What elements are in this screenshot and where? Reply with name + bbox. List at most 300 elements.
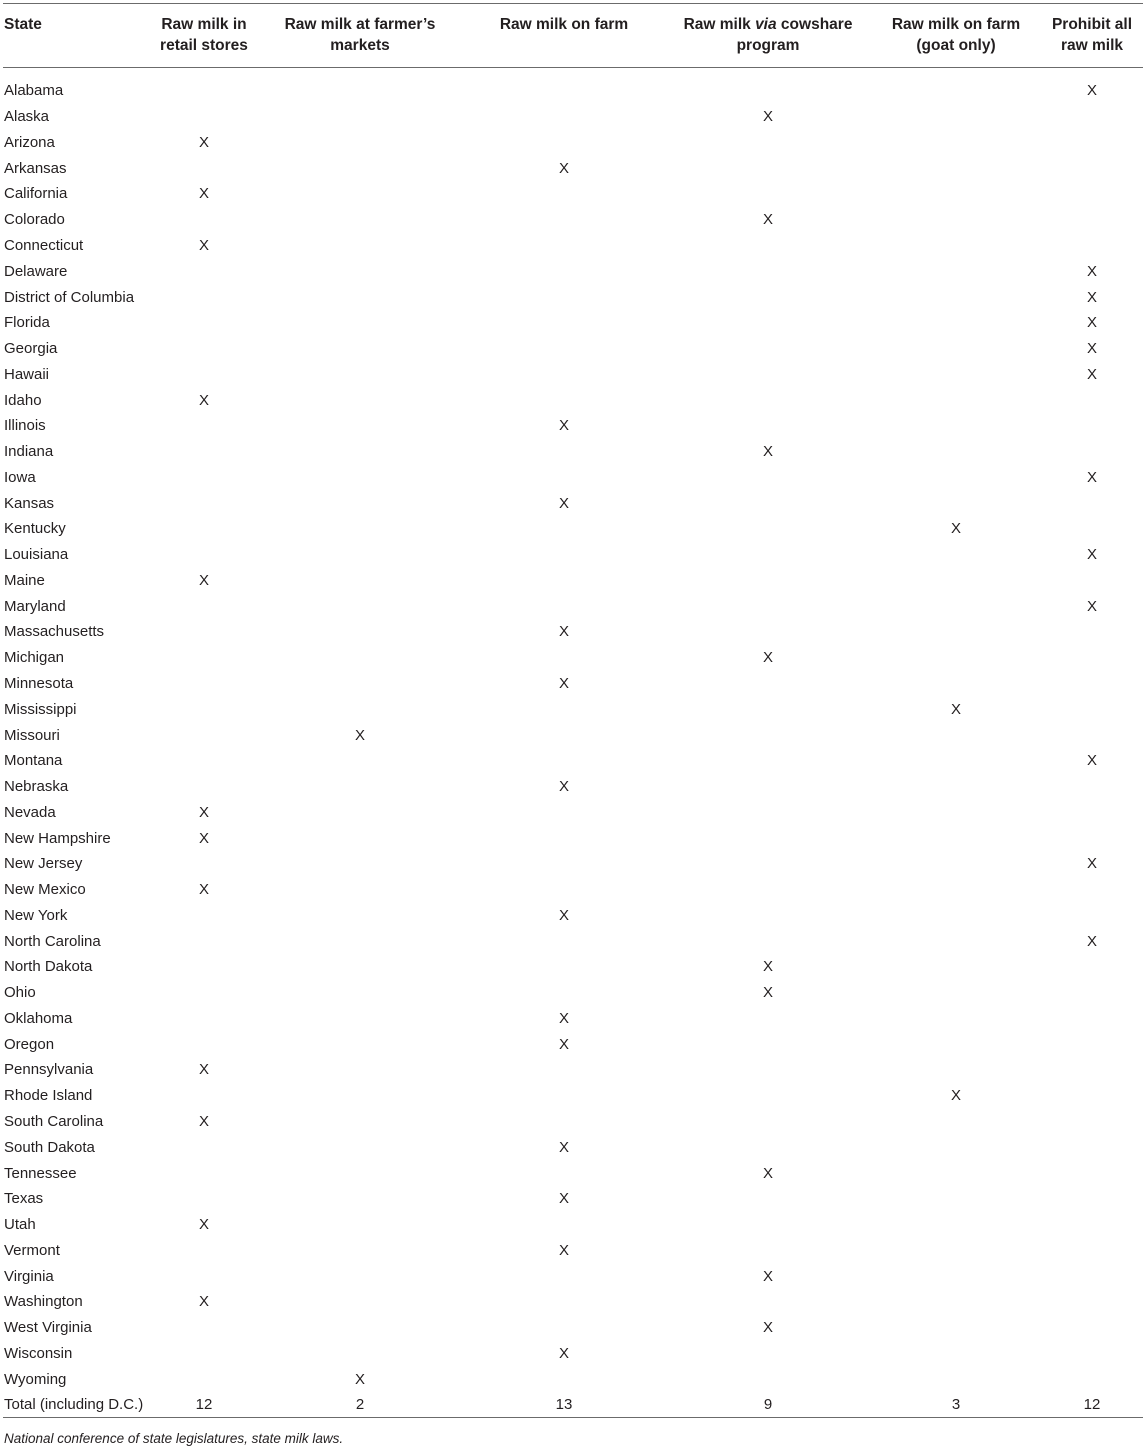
prohibit-mark-cell (1041, 568, 1143, 594)
markets-mark-cell (257, 568, 463, 594)
retail-mark-cell (151, 336, 257, 362)
table-row (3, 928, 1143, 954)
state-name-cell: Idaho (4, 391, 42, 409)
state-name-cell: Iowa (4, 468, 36, 486)
goat-mark-cell: X (950, 520, 961, 538)
state-name-cell: Massachusetts (4, 623, 105, 641)
markets-mark-cell: X (354, 1370, 365, 1388)
total-row (3, 1392, 1143, 1418)
retail-mark-cell (151, 1263, 257, 1289)
goat-mark-cell (871, 568, 1041, 594)
prohibit-mark-cell (1041, 1057, 1143, 1083)
retail-mark-cell (151, 1083, 257, 1109)
markets-mark-cell (257, 104, 463, 130)
state-name-cell: Montana (4, 752, 63, 770)
retail-mark-cell: X (198, 881, 209, 899)
goat-mark-cell (871, 336, 1041, 362)
prohibit-mark-cell: X (1086, 597, 1097, 615)
farm-mark-cell (463, 1366, 665, 1392)
table-row (3, 1263, 1143, 1289)
state-name-cell: New Jersey (4, 855, 83, 873)
markets-mark-cell: X (354, 726, 365, 744)
cowshare-mark-cell (665, 877, 871, 903)
goat-mark-cell (871, 722, 1041, 748)
retail-mark-cell (151, 104, 257, 130)
total-label: Total (including D.C.) (3, 1392, 151, 1418)
goat-mark-cell (871, 542, 1041, 568)
table-row (3, 284, 1143, 310)
cowshare-mark-cell (665, 336, 871, 362)
farm-mark-cell (463, 1083, 665, 1109)
state-name-cell: Wisconsin (4, 1344, 73, 1362)
prohibit-mark-cell (1041, 233, 1143, 259)
state-name-cell: Minnesota (4, 674, 74, 692)
cowshare-mark-cell: X (762, 958, 773, 976)
farm-mark-cell: X (558, 1035, 569, 1053)
markets-mark-cell (257, 336, 463, 362)
cowshare-mark-cell: X (762, 108, 773, 126)
state-name-cell: Utah (4, 1216, 36, 1234)
farm-mark-cell (463, 980, 665, 1006)
farm-mark-cell (463, 1109, 665, 1135)
farm-mark-cell (463, 928, 665, 954)
prohibit-mark-cell (1041, 954, 1143, 980)
goat-mark-cell (871, 361, 1041, 387)
farm-mark-cell: X (558, 1344, 569, 1362)
prohibit-mark-cell (1041, 1263, 1143, 1289)
retail-mark-cell (151, 1315, 257, 1341)
state-name-cell: Missouri (4, 726, 60, 744)
state-name-cell: Texas (4, 1190, 44, 1208)
markets-mark-cell (257, 1160, 463, 1186)
markets-mark-cell (257, 851, 463, 877)
retail-mark-cell (151, 155, 257, 181)
prohibit-mark-cell: X (1086, 932, 1097, 950)
prohibit-mark-cell (1041, 207, 1143, 233)
table-row (3, 439, 1143, 465)
markets-mark-cell (257, 748, 463, 774)
header-goat-only (871, 4, 1041, 68)
state-name-cell: Nevada (4, 803, 56, 821)
cowshare-mark-cell (665, 1006, 871, 1032)
markets-mark-cell (257, 1212, 463, 1238)
farm-mark-cell (463, 258, 665, 284)
retail-mark-cell: X (198, 803, 209, 821)
goat-mark-cell (871, 1186, 1041, 1212)
goat-mark-cell (871, 903, 1041, 929)
farm-mark-cell (463, 1289, 665, 1315)
cowshare-mark-cell (665, 1109, 871, 1135)
retail-mark-cell (151, 1366, 257, 1392)
cowshare-mark-cell (665, 233, 871, 259)
markets-mark-cell (257, 1031, 463, 1057)
markets-mark-cell (257, 1083, 463, 1109)
goat-mark-cell (871, 1341, 1041, 1367)
cowshare-mark-cell (665, 619, 871, 645)
cowshare-mark-cell (665, 310, 871, 336)
markets-mark-cell (257, 593, 463, 619)
goat-mark-cell (871, 748, 1041, 774)
cowshare-mark-cell: X (762, 1319, 773, 1337)
header-retail-line2: retail stores (160, 37, 248, 54)
prohibit-mark-cell (1041, 1366, 1143, 1392)
prohibit-mark-cell: X (1086, 262, 1097, 280)
goat-mark-cell (871, 954, 1041, 980)
retail-mark-cell (151, 516, 257, 542)
prohibit-mark-cell (1041, 645, 1143, 671)
markets-mark-cell (257, 310, 463, 336)
state-name-cell: District of Columbia (4, 288, 135, 306)
cowshare-mark-cell (665, 361, 871, 387)
retail-mark-cell (151, 464, 257, 490)
header-markets-line1: Raw milk at farmer’s (284, 16, 436, 33)
farm-mark-cell (463, 1263, 665, 1289)
prohibit-mark-cell: X (1086, 546, 1097, 564)
markets-mark-cell (257, 619, 463, 645)
goat-mark-cell (871, 258, 1041, 284)
markets-mark-cell (257, 671, 463, 697)
table-row (3, 181, 1143, 207)
table-row (3, 1006, 1143, 1032)
state-name-cell: Georgia (4, 340, 58, 358)
farm-mark-cell (463, 464, 665, 490)
markets-mark-cell (257, 1186, 463, 1212)
goat-mark-cell (871, 1134, 1041, 1160)
prohibit-mark-cell (1041, 877, 1143, 903)
goat-mark-cell (871, 1160, 1041, 1186)
markets-mark-cell (257, 207, 463, 233)
farm-mark-cell (463, 130, 665, 156)
goat-mark-cell (871, 68, 1041, 104)
markets-mark-cell (257, 68, 463, 104)
cowshare-mark-cell (665, 516, 871, 542)
header-on-farm: Raw milk on farm (463, 4, 665, 68)
table-row (3, 1109, 1143, 1135)
table-row (3, 1083, 1143, 1109)
state-name-cell: Pennsylvania (4, 1061, 94, 1079)
markets-mark-cell (257, 774, 463, 800)
markets-mark-cell (257, 1134, 463, 1160)
prohibit-mark-cell: X (1086, 855, 1097, 873)
retail-mark-cell (151, 619, 257, 645)
retail-mark-cell (151, 954, 257, 980)
raw-milk-laws-table (3, 3, 1143, 1418)
cowshare-mark-cell (665, 542, 871, 568)
goat-mark-cell (871, 490, 1041, 516)
prohibit-mark-cell (1041, 1289, 1143, 1315)
header-retail-line1: Raw milk in (161, 16, 247, 33)
goat-mark-cell (871, 155, 1041, 181)
prohibit-mark-cell (1041, 619, 1143, 645)
prohibit-mark-cell (1041, 130, 1143, 156)
prohibit-mark-cell (1041, 1212, 1143, 1238)
header-goat-line2: (goat only) (916, 37, 996, 54)
goat-mark-cell (871, 928, 1041, 954)
total-prohibit-count: 12 (1041, 1392, 1143, 1418)
table-row (3, 1237, 1143, 1263)
cowshare-mark-cell (665, 696, 871, 722)
cowshare-mark-cell (665, 387, 871, 413)
retail-mark-cell (151, 258, 257, 284)
farm-mark-cell: X (558, 159, 569, 177)
state-name-cell: Arkansas (4, 159, 67, 177)
markets-mark-cell (257, 825, 463, 851)
table-row (3, 903, 1143, 929)
farm-mark-cell: X (558, 778, 569, 796)
state-name-cell: Arizona (4, 133, 55, 151)
farm-mark-cell (463, 1160, 665, 1186)
state-name-cell: North Dakota (4, 958, 93, 976)
retail-mark-cell (151, 1134, 257, 1160)
table-row (3, 645, 1143, 671)
table-row (3, 954, 1143, 980)
raw-milk-laws-table-container (3, 3, 1143, 1418)
goat-mark-cell (871, 413, 1041, 439)
markets-mark-cell (257, 542, 463, 568)
table-row (3, 748, 1143, 774)
markets-mark-cell (257, 1237, 463, 1263)
state-name-cell: Maryland (4, 597, 66, 615)
prohibit-mark-cell: X (1086, 468, 1097, 486)
goat-mark-cell (871, 980, 1041, 1006)
header-prohibit-line1: Prohibit all (1051, 16, 1133, 33)
markets-mark-cell (257, 928, 463, 954)
state-name-cell: Colorado (4, 211, 65, 229)
retail-mark-cell (151, 774, 257, 800)
goat-mark-cell (871, 387, 1041, 413)
table-header (3, 4, 1143, 68)
retail-mark-cell (151, 928, 257, 954)
goat-mark-cell (871, 593, 1041, 619)
farm-mark-cell: X (558, 1009, 569, 1027)
table-row (3, 671, 1143, 697)
farm-mark-cell (463, 310, 665, 336)
prohibit-mark-cell (1041, 155, 1143, 181)
cowshare-mark-cell (665, 903, 871, 929)
cowshare-mark-cell (665, 1289, 871, 1315)
goat-mark-cell (871, 671, 1041, 697)
farm-mark-cell: X (558, 417, 569, 435)
header-goat-line1: Raw milk on farm (891, 16, 1021, 33)
farm-mark-cell (463, 207, 665, 233)
retail-mark-cell (151, 207, 257, 233)
cowshare-mark-cell (665, 1212, 871, 1238)
farm-mark-cell (463, 825, 665, 851)
goat-mark-cell (871, 877, 1041, 903)
farm-mark-cell (463, 645, 665, 671)
table-row (3, 1160, 1143, 1186)
prohibit-mark-cell (1041, 413, 1143, 439)
markets-mark-cell (257, 877, 463, 903)
prohibit-mark-cell (1041, 1134, 1143, 1160)
table-row (3, 387, 1143, 413)
state-name-cell: New Hampshire (4, 829, 111, 847)
farm-mark-cell (463, 361, 665, 387)
farm-mark-cell (463, 748, 665, 774)
state-name-cell: California (4, 185, 68, 203)
table-row (3, 851, 1143, 877)
table-row (3, 1315, 1143, 1341)
header-prohibit-line2: raw milk (1060, 37, 1124, 54)
table-row (3, 516, 1143, 542)
state-name-cell: West Virginia (4, 1319, 92, 1337)
cowshare-mark-cell: X (762, 649, 773, 667)
markets-mark-cell (257, 284, 463, 310)
retail-mark-cell (151, 284, 257, 310)
prohibit-mark-cell (1041, 1160, 1143, 1186)
markets-mark-cell (257, 439, 463, 465)
markets-mark-cell (257, 1315, 463, 1341)
markets-mark-cell (257, 1263, 463, 1289)
table-row (3, 877, 1143, 903)
farm-mark-cell: X (558, 623, 569, 641)
cowshare-mark-cell (665, 181, 871, 207)
farm-mark-cell (463, 1315, 665, 1341)
cowshare-mark-cell (665, 490, 871, 516)
state-name-cell: Oklahoma (4, 1009, 73, 1027)
retail-mark-cell (151, 490, 257, 516)
table-row (3, 774, 1143, 800)
cowshare-mark-cell (665, 1083, 871, 1109)
retail-mark-cell (151, 722, 257, 748)
state-name-cell: Maine (4, 571, 45, 589)
prohibit-mark-cell (1041, 439, 1143, 465)
table-row (3, 542, 1143, 568)
total-markets-count: 2 (257, 1392, 463, 1418)
retail-mark-cell (151, 851, 257, 877)
cowshare-mark-cell (665, 464, 871, 490)
cowshare-mark-cell (665, 748, 871, 774)
prohibit-mark-cell (1041, 1031, 1143, 1057)
retail-mark-cell (151, 1237, 257, 1263)
retail-mark-cell: X (198, 1061, 209, 1079)
retail-mark-cell (151, 1006, 257, 1032)
table-row (3, 1057, 1143, 1083)
cowshare-mark-cell (665, 825, 871, 851)
goat-mark-cell (871, 233, 1041, 259)
goat-mark-cell (871, 1237, 1041, 1263)
prohibit-mark-cell (1041, 1186, 1143, 1212)
table-row (3, 1366, 1143, 1392)
cowshare-mark-cell (665, 1057, 871, 1083)
prohibit-mark-cell (1041, 722, 1143, 748)
table-row (3, 130, 1143, 156)
goat-mark-cell: X (950, 1087, 961, 1105)
farm-mark-cell (463, 516, 665, 542)
state-name-cell: New Mexico (4, 881, 86, 899)
cowshare-mark-cell (665, 722, 871, 748)
table-row (3, 1289, 1143, 1315)
prohibit-mark-cell: X (1086, 365, 1097, 383)
farm-mark-cell (463, 799, 665, 825)
farm-mark-cell: X (558, 1138, 569, 1156)
goat-mark-cell (871, 310, 1041, 336)
markets-mark-cell (257, 1289, 463, 1315)
farm-mark-cell (463, 954, 665, 980)
farm-mark-cell (463, 1212, 665, 1238)
retail-mark-cell (151, 542, 257, 568)
goat-mark-cell (871, 645, 1041, 671)
cowshare-mark-cell (665, 413, 871, 439)
prohibit-mark-cell (1041, 799, 1143, 825)
goat-mark-cell (871, 104, 1041, 130)
state-name-cell: Alabama (4, 82, 64, 100)
table-body (3, 68, 1143, 1418)
cowshare-mark-cell (665, 1237, 871, 1263)
cowshare-mark-cell (665, 1134, 871, 1160)
state-name-cell: New York (4, 906, 68, 924)
goat-mark-cell (871, 1031, 1041, 1057)
retail-mark-cell: X (198, 1113, 209, 1130)
header-cowshare-suffix: cowshare (776, 16, 853, 33)
markets-mark-cell (257, 980, 463, 1006)
markets-mark-cell (257, 181, 463, 207)
table-row (3, 361, 1143, 387)
goat-mark-cell (871, 439, 1041, 465)
farm-mark-cell (463, 387, 665, 413)
cowshare-mark-cell (665, 851, 871, 877)
state-name-cell: North Carolina (4, 932, 101, 950)
goat-mark-cell (871, 799, 1041, 825)
cowshare-mark-cell (665, 1031, 871, 1057)
table-row (3, 1134, 1143, 1160)
state-name-cell: South Dakota (4, 1138, 95, 1156)
farm-mark-cell: X (558, 906, 569, 924)
total-cowshare-count: 9 (665, 1392, 871, 1418)
farm-mark-cell: X (558, 494, 569, 512)
table-row (3, 233, 1143, 259)
table-row (3, 464, 1143, 490)
goat-mark-cell (871, 1212, 1041, 1238)
markets-mark-cell (257, 130, 463, 156)
farm-mark-cell (463, 722, 665, 748)
goat-mark-cell (871, 181, 1041, 207)
state-name-cell: Illinois (4, 417, 46, 435)
farm-mark-cell (463, 542, 665, 568)
header-state: State (3, 4, 151, 68)
state-name-cell: Oregon (4, 1035, 55, 1053)
cowshare-mark-cell (665, 799, 871, 825)
markets-mark-cell (257, 903, 463, 929)
prohibit-mark-cell (1041, 825, 1143, 851)
prohibit-mark-cell (1041, 1237, 1143, 1263)
retail-mark-cell (151, 1186, 257, 1212)
table-row (3, 825, 1143, 851)
prohibit-mark-cell: X (1086, 752, 1097, 770)
prohibit-mark-cell (1041, 774, 1143, 800)
state-name-cell: Kansas (4, 494, 55, 512)
prohibit-mark-cell (1041, 696, 1143, 722)
cowshare-mark-cell (665, 593, 871, 619)
state-name-cell: Louisiana (4, 546, 69, 564)
retail-mark-cell: X (198, 571, 209, 589)
farm-mark-cell (463, 284, 665, 310)
header-cowshare-line2: program (736, 37, 800, 54)
state-name-cell: Ohio (4, 984, 36, 1002)
farm-mark-cell (463, 439, 665, 465)
total-goat-count: 3 (871, 1392, 1041, 1418)
state-name-cell: Washington (4, 1293, 83, 1311)
cowshare-mark-cell (665, 1186, 871, 1212)
goat-mark-cell (871, 851, 1041, 877)
header-farmers-markets (257, 4, 463, 68)
state-name-cell: Nebraska (4, 778, 69, 796)
farm-mark-cell (463, 877, 665, 903)
retail-mark-cell (151, 1031, 257, 1057)
state-name-cell: Tennessee (4, 1164, 77, 1182)
markets-mark-cell (257, 516, 463, 542)
table-row (3, 568, 1143, 594)
